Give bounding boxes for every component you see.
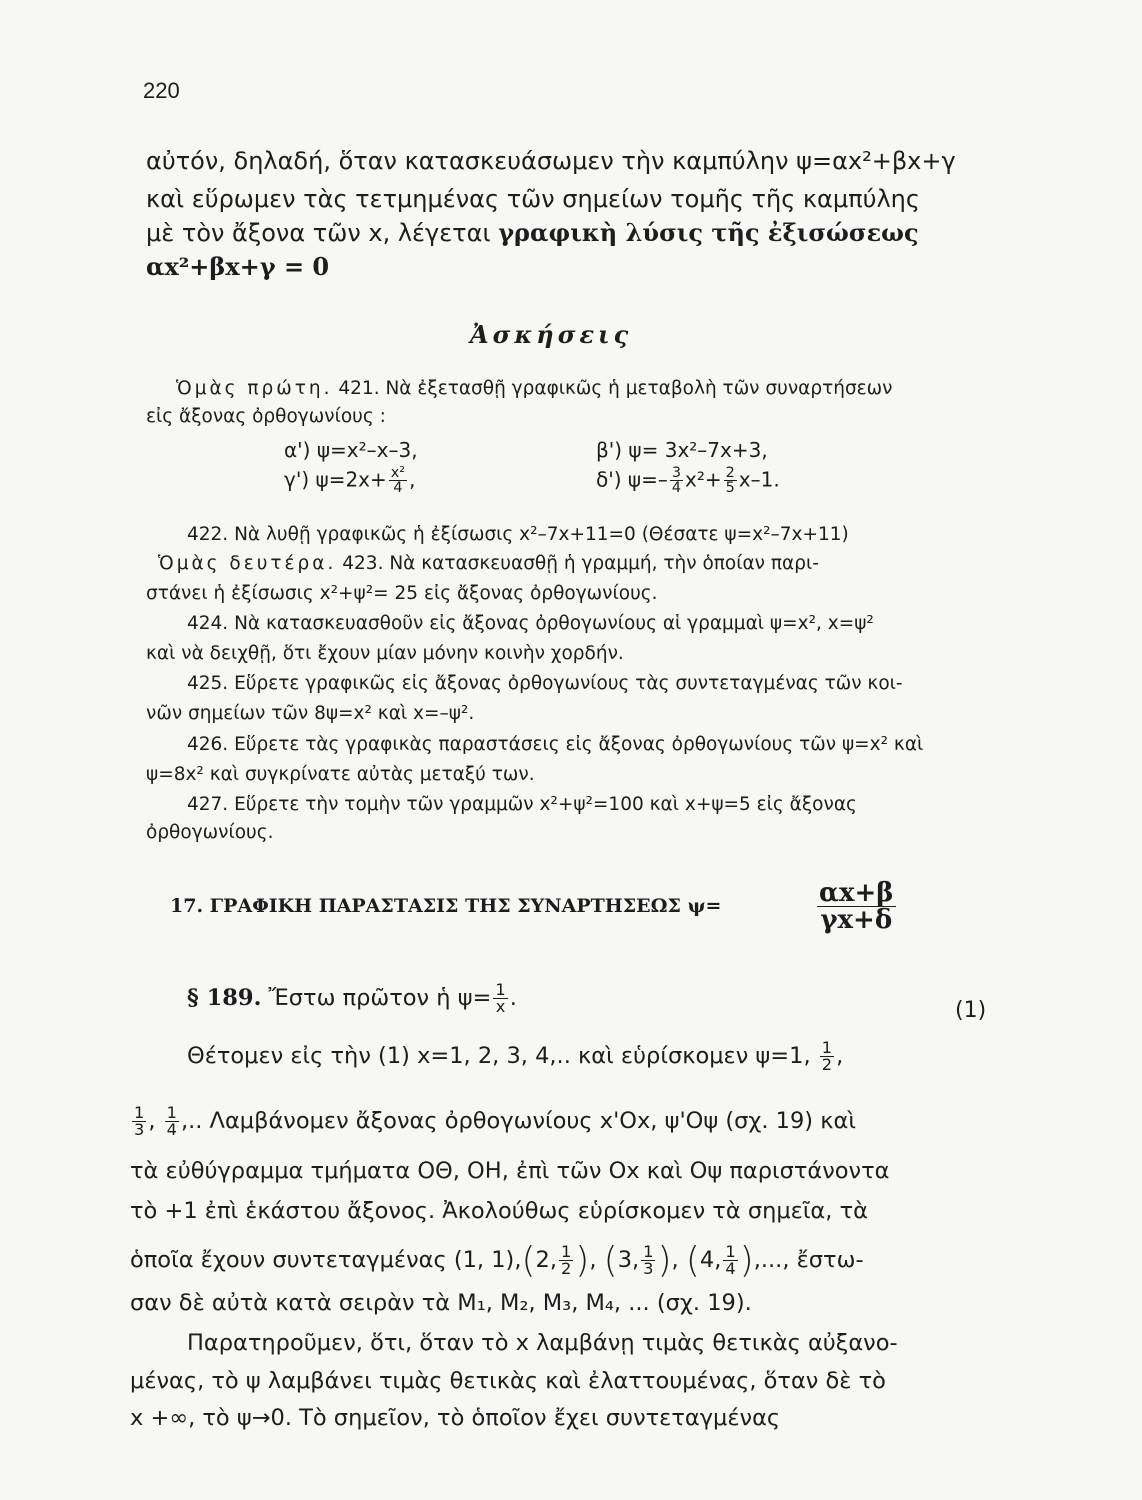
section-17-den: γx+δ [820,905,893,935]
gamma-text: γ') ψ=2x+ [284,467,387,492]
function-beta: β') ψ= 3x²–7x+3, [596,438,768,462]
par189-num: 1 [495,980,506,999]
group-a-line2: εἰς ἄξονας ὀρθογωνίους : [146,406,386,427]
l3-num2: 1 [166,1103,177,1122]
par189-line3: $\frac{1}{3}$ , $\frac{1}{4}$ ,.. Λαμβάνομεν ἄξονας ὀρθογωνίους x'Ox, ψ'Oψ (σχ. 19) καὶ [134,1103,856,1140]
delta-den2: 5 [725,480,735,497]
section-17-num: αx+β [819,878,894,908]
group-b-line2: στάνει ἡ ἐξίσωσις x²+ψ²= 25 εἰς ἄξονας ὀρθογωνίους. [146,583,658,604]
group-b-line1 [158,553,819,574]
delta-num2: 2 [725,465,735,481]
par189-line6: ὁποῖα ἔχουν συντεταγμένας (1, 1),(2, $\frac{1}{2}$ ), (3, $\frac{1}{3}$ ), (4, $\frac{1}{4}$ ),..., ἔστω- [130,1240,864,1281]
equation-number: (1) [955,998,987,1023]
p2-fraction [559,1241,573,1278]
delta-num1: 3 [671,465,682,481]
section-17-frac [817,880,896,933]
par189-line1: § 189. Ἔστω πρῶτον ἡ ψ= $\frac{1}{x}$ . [187,980,517,1017]
par189-line2-text: Θέτομεν εἰς τὴν (1) x=1, 2, 3, 4,.. καὶ εὑρίσκομεν ψ=1, [187,1043,811,1070]
function-alpha: α') ψ=x²–x–3, [284,438,418,462]
p3-num: 1 [643,1241,654,1261]
l2-num: 1 [821,1038,833,1057]
para1-equation: αx²+βx+γ = 0 [146,252,330,281]
gamma-den: 4 [393,480,403,497]
delta-den1: 4 [671,480,682,497]
p4-num: 1 [725,1241,736,1261]
exercise-425-line1: 425. Εὕρετε γραφικῶς εἰς ἄξονας ὀρθογωνίους τὰς συντεταγμένας τῶν κοι- [187,673,903,694]
exercises-heading: Ἀσκήσεις [470,320,633,349]
l3-num1: 1 [134,1103,145,1122]
delta-fraction-1 [670,466,683,496]
ex423-text: 423. Νὰ κατασκευασθῇ ἡ γραμμή, τὴν ὁποίαν παρι- [336,553,819,574]
group-a-line1 [176,378,893,399]
delta-text-a: δ') ψ=– [596,467,668,492]
para1-line3-text: μὲ τὸν ἄξονα τῶν x, λέγεται [146,219,499,247]
p2-num: 1 [560,1241,572,1261]
l3-den1: 3 [134,1120,145,1140]
l3-den2: 4 [166,1120,177,1140]
group-b-label: Ὁμὰς δευτέρα. [158,553,337,574]
section-17-fraction [815,880,898,933]
par189-line8: Παρατηροῦμεν, ὅτι, ὅταν τὸ x λαμβάνῃ τιμὰς θετικὰς αὐξανο- [187,1330,898,1356]
par189-line4: τὰ εὐθύγραμμα τμήματα ΟΘ, ΟΗ, ἐπὶ τῶν Ox καὶ Oψ παριστάνοντα [130,1158,890,1184]
p4-fraction [723,1241,737,1278]
l3-fraction-1 [132,1105,146,1138]
section-17-title: 17. ΓΡΑΦΙΚΗ ΠΑΡΑΣΤΑΣΙΣ ΤΗΣ ΣΥΝΑΡΤΗΣΕΩΣ ψ= [170,895,722,917]
p2: 2, [535,1247,557,1273]
p3-fraction [641,1241,655,1278]
para1-line1: αὐτόν, δηλαδή, ὅταν κατασκευάσωμεν τὴν καμπύλην ψ=αx²+βx+γ [146,147,956,175]
delta-text-b: x²+ [685,467,722,492]
exercise-424-line2: καὶ νὰ δειχθῇ, ὅτι ἔχουν μίαν μόνην κοινὴν χορδήν. [146,643,624,664]
p3: 3, [617,1247,640,1273]
l2-den: 2 [821,1055,833,1075]
function-gamma: γ') ψ=2x+ $\frac{\text{x²}}{4}$ , [284,465,416,497]
gamma-fraction [389,466,407,496]
l6-text: ὁποῖα ἔχουν συντεταγμένας (1, 1), [130,1247,522,1273]
par189-fraction [493,982,507,1015]
p4: 4, [699,1247,722,1273]
exercise-426-line1: 426. Εὕρετε τὰς γραφικὰς παραστάσεις εἰς ἄξονας ὀρθογωνίους τῶν ψ=x² καὶ [187,734,924,755]
par189-label: § 189. [187,985,262,1012]
exercise-425-line2: νῶν σημείων τῶν 8ψ=x² καὶ x=–ψ². [146,703,475,724]
l3-fraction-2 [165,1105,179,1138]
par189-text: Ἔστω πρῶτον ἡ ψ= [261,985,492,1012]
ex421-text: 421. Νὰ ἐξετασθῇ γραφικῶς ἡ μεταβολὴ τῶν συναρτήσεων [332,378,893,399]
exercise-426-line2: ψ=8x² καὶ συγκρίνατε αὐτὰς μεταξύ των. [146,764,535,785]
p3-den: 3 [643,1259,654,1278]
gamma-num: x² [390,465,406,481]
par189-line10: x +∞, τὸ ψ→0. Τὸ σημεῖον, τὸ ὁποῖον ἔχει συντεταγμένας [130,1405,781,1431]
exercise-427-line1: 427. Εὕρετε τὴν τομὴν τῶν γραμμῶν x²+ψ²=100 καὶ x+ψ=5 εἰς ἄξονας [187,794,857,815]
exercise-427-line2: ὀρθογωνίους. [146,822,274,843]
graphical-solution-term: γραφικὴ λύσις τῆς ἐξισώσεως [498,218,919,247]
par189-line7: σαν δὲ αὐτὰ κατὰ σειρὰν τὰ M₁, M₂, M₃, M₄, ... (σχ. 19). [130,1290,752,1316]
par189-den: x [495,997,506,1017]
p2-den: 2 [560,1259,572,1278]
page-number: 220 [143,78,180,103]
exercise-424-line1: 424. Νὰ κατασκευασθοῦν εἰς ἄξονας ὀρθογωνίους αἱ γραμμαὶ ψ=x², x=ψ² [187,613,874,634]
para1-line3 [146,218,919,247]
par189-line9: μένας, τὸ ψ λαμβάνει τιμὰς θετικὰς καὶ ἐλαττουμένας, ὅταν δὲ τὸ [130,1368,886,1394]
l3-text: ,.. Λαμβάνομεν ἄξονας ὀρθογωνίους x'Ox, ψ'Oψ (σχ. 19) καὶ [180,1108,856,1135]
function-delta [596,466,780,496]
par189-line2: Θέτομεν εἰς τὴν (1) x=1, 2, 3, 4,.. καὶ εὑρίσκομεν ψ=1, $\frac{1}{2}$ , [187,1038,844,1075]
delta-fraction-2 [724,466,737,496]
par189-line2-fraction [820,1040,834,1073]
exercise-422: 422. Νὰ λυθῇ γραφικῶς ἡ ἐξίσωσις x²–7x+11=0 (Θέσατε ψ=x²–7x+11) [187,524,849,545]
p4-den: 4 [725,1259,736,1278]
group-a-label: Ὁμὰς πρώτη. [176,378,333,399]
delta-text-c: x–1. [738,467,780,492]
par189-line5: τὸ +1 ἐπὶ ἑκάστου ἄξονος. Ἀκολούθως εὑρίσκομεν τὰ σημεῖα, τὰ [130,1198,868,1224]
para1-line2: καὶ εὕρωμεν τὰς τετμημένας τῶν σημείων τομῆς τῆς καμπύλης [146,185,920,213]
l6-end: ,..., ἔστω- [753,1247,864,1273]
